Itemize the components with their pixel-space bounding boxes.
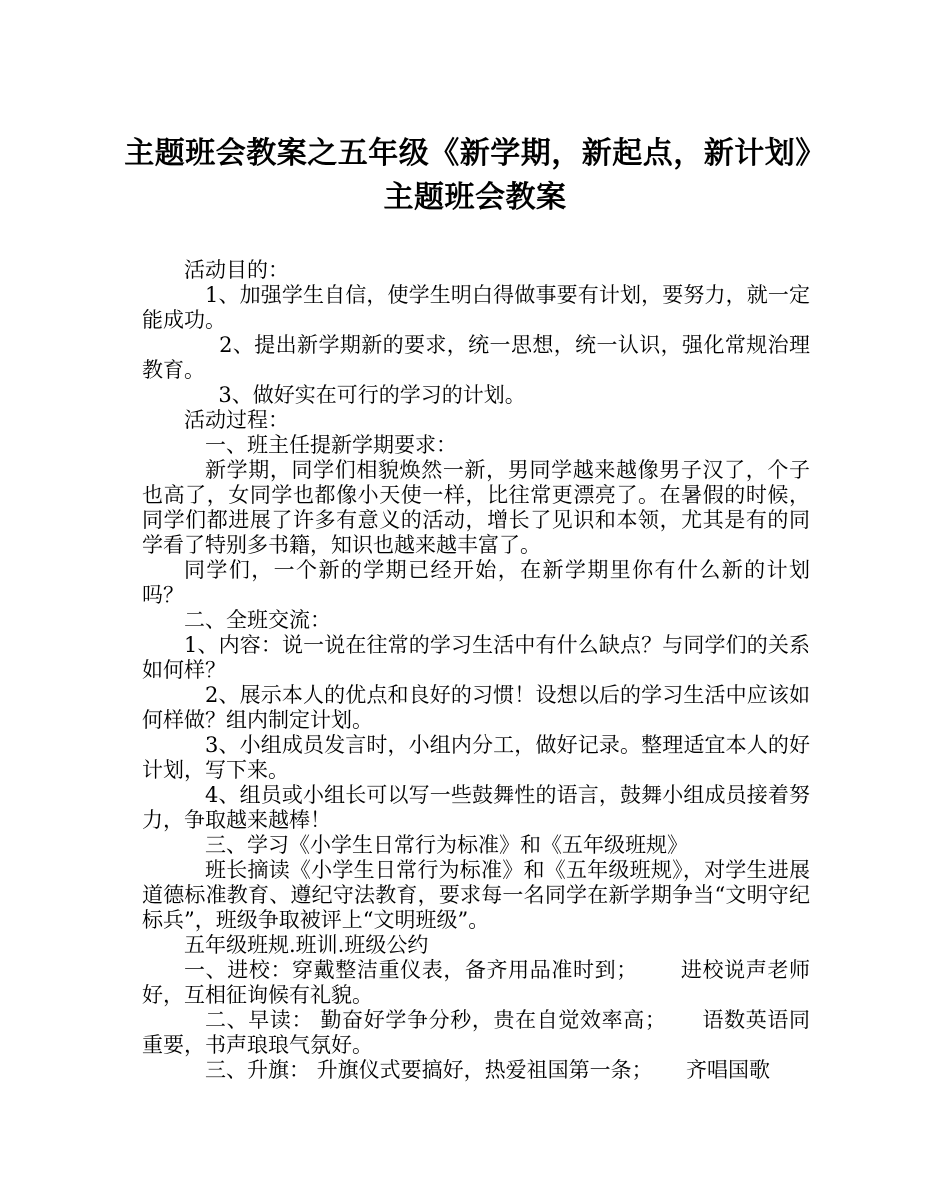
- paragraph-class-monitor-reading: 班长摘读《小学生日常行为标准》和《五年级班规》，对学生进展道德标准教育、遵纪守法教育，要求每一名同学在新学期争当“文明守纪标兵”，班级争取被评上“文明班级”。: [142, 858, 810, 932]
- paragraph-rule-morning-reading: 二、早读： 勤奋好学争分秒，贵在自觉效率高； 语数英语同重要，书声琅琅气氛好。: [142, 1008, 810, 1057]
- paragraph-purpose-1: 1、加强学生自信，使学生明白得做事要有计划，要努力，就一定能成功。: [142, 283, 810, 332]
- paragraph-new-plan-question: 同学们，一个新的学期已经开始，在新学期里你有什么新的计划吗？: [142, 558, 810, 607]
- paragraph-rule-flag-raising: 三、升旗： 升旗仪式要搞好，热爱祖国第一条； 齐唱国歌: [205, 1058, 771, 1082]
- paragraph-section-2-heading: 二、全班交流：: [184, 608, 331, 632]
- paragraph-exchange-1: 1、内容：说一说在往常的学习生活中有什么缺点？与同学们的关系如何样？: [142, 633, 810, 682]
- paragraph-new-semester: 新学期，同学们相貌焕然一新，男同学越来越像男子汉了，个子也高了，女同学也都像小天使一样，比往常更漂亮了。在暑假的时候，同学们都进展了许多有意义的活动，增长了见识和本领，尤其是有的同学看了特别多书籍，知识也越来越丰富了。: [142, 458, 810, 557]
- paragraph-rule-entering-school: 一、进校：穿戴整洁重仪表，备齐用品准时到； 进校说声老师好，互相征询候有礼貌。: [142, 958, 810, 1007]
- paragraph-activity-purpose-heading: 活动目的：: [184, 258, 289, 282]
- paragraph-class-rules-heading: 五年级班规.班训.班级公约: [184, 933, 429, 957]
- paragraph-purpose-2: 2、提出新学期新的要求，统一思想，统一认识，强化常规治理教育。: [142, 333, 811, 382]
- document-title: 主题班会教案之五年级《新学期，新起点，新计划》主题班会教案: [124, 136, 826, 215]
- paragraph-section-3-heading: 三、学习《小学生日常行为标准》和《五年级班规》: [205, 833, 688, 857]
- paragraph-exchange-4: 4、组员或小组长可以写一些鼓舞性的语言，鼓舞小组成员接着努力，争取越来越棒！: [142, 783, 810, 832]
- document-body: [142, 258, 810, 1083]
- paragraph-section-1-heading: 一、班主任提新学期要求：: [205, 433, 457, 457]
- paragraph-exchange-2: 2、展示本人的优点和良好的习惯！设想以后的学习生活中应该如何样做？组内制定计划。: [142, 683, 810, 732]
- paragraph-purpose-3: 3、做好实在可行的学习的计划。: [205, 383, 526, 407]
- paragraph-exchange-3: 3、小组成员发言时，小组内分工，做好记录。整理适宜本人的好计划，写下来。: [142, 733, 810, 782]
- paragraph-activity-process-heading: 活动过程：: [184, 408, 289, 432]
